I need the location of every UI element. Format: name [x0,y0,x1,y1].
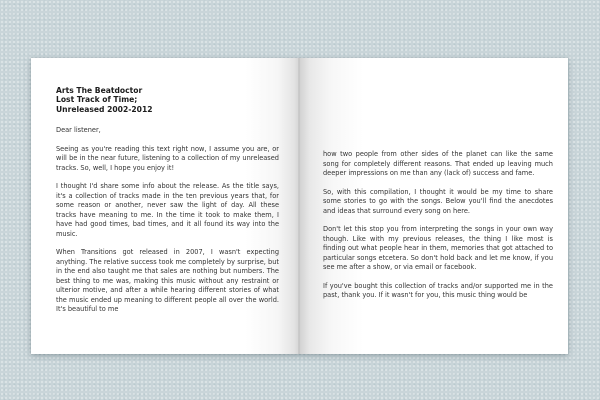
paragraph: Seeing as you're reading this text right now, I assume you are, or will be in the near future, listening to a collection of my unreleased tracks. So, well, I hope you enjoy it! [56,144,279,172]
paragraph: I thought I'd share some info about the release. As the title says, it's a collection of tracks made in the ten previous years that, for some reason or another, never saw the light of day. All these tracks have meaning to me. In the time it took to make them, I have had good times, bad times, and it all found its way into the music. [56,182,279,238]
open-booklet [31,58,568,354]
title-line: Arts The Beatdoctor [56,86,143,95]
title-line: Unreleased 2002-2012 [56,104,153,114]
booklet-spine [298,58,300,354]
title-line: Lost Track of Time; [56,95,138,105]
booklet-title [56,86,279,114]
left-page [31,58,299,354]
paragraph: Don't let this stop you from interpreting the songs in your own way though. Like with my previous releases, the thing I like most is finding out what people hear in them, memories that got attached to particular songs etcetera. So don't hold back and let me know, if you see me after a show, or via email or facebook. [323,225,553,271]
salutation: Dear listener, [56,126,101,135]
right-page [299,58,568,354]
paragraph: So, with this compilation, I thought it would be my time to share some stories to go with the songs. Below you'll find the anecdotes and ideas that surround every song on here. [323,187,553,215]
paragraph: If you've bought this collection of tracks and/or supported me in the past, thank you. If it wasn't for you, this music thing would be [323,281,553,299]
paragraph: how two people from other sides of the planet can like the same song for completely different reasons. That ended up leaving much deeper impressions on me than any (lack of) success and fame. [323,150,553,177]
paragraph: When Transitions got released in 2007, I wasn't expecting anything. The relative success took me completely by surprise, but in the end also taught me that sales are nothing but numbers. The best thing to me was, making this music without any restraint or ulterior motive, and after a while hearing different stories of what the music ended up meaning to different people all over the world. It's beautiful to me [56,248,279,314]
